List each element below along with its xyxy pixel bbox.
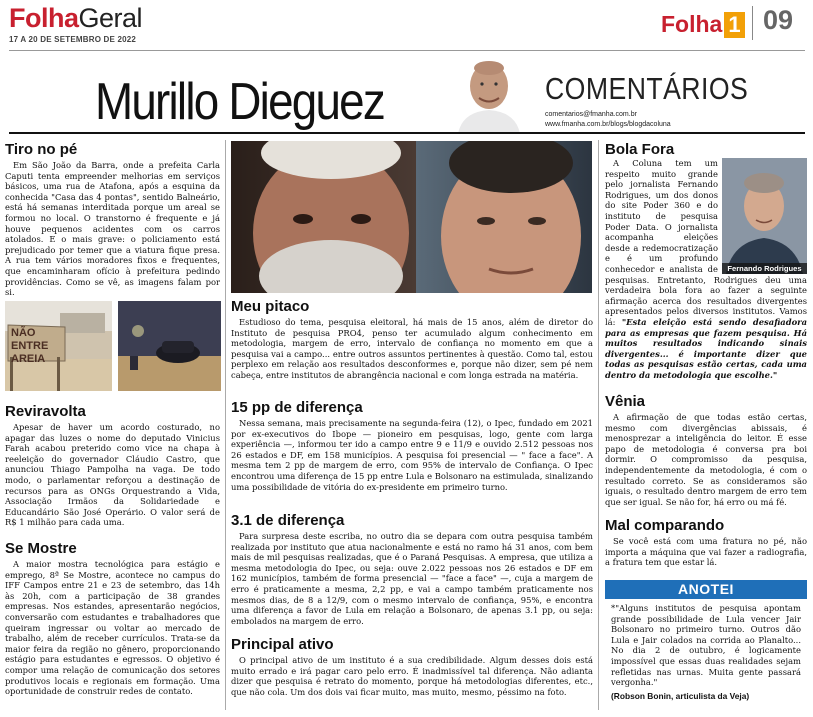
article-body: [5, 422, 220, 528]
article-reviravolta: [5, 403, 220, 528]
article-bola-fora: [605, 141, 807, 380]
body-text: Nessa semana, mais precisamente na segunda-feira (12), o Ipec, fundado em 2021 por ex-executivos do Ibope — pioneiro em pesquisas, logo, gente com larga experiência —, informou ter ido a campo entre 9 e 11/9 e ouvido 2.512 pessoas nos 26 estados e DF, em 158 municípios. A pesquisa foi presencial — " face a face". A mesma tem 2 pp de margem de erro, com 95% de intervalo de Confiança. O Ipec encontrou uma diferença de 15 pp entre Lula e Bolsonaro na estimulada, sinalizando uma possibilidade de vitória do ex-presidente em primeiro turno.: [231, 418, 593, 492]
logo-number: 1: [724, 12, 744, 38]
edition-date: 17 A 20 DE SETEMBRO DE 2022: [9, 35, 137, 44]
article-principal-ativo: [231, 636, 593, 697]
headline: Mal comparando: [605, 517, 725, 534]
article-tiro-no-pe: [5, 141, 220, 298]
body-text: Apesar de haver um acordo costurado, no apagar das luzes o nome do deputado Vinicius Farah acabou preterido como vice na chapa à reeleição do governador Cláudio Castro, que anunciou Thiago Pampolha na vaga. De todo modo, o parlamentar reforçou a destinação de recursos para as ONGs Orquestrando a Vida, Associação Irmãos da Solidariedade e Educandário São José Operário. O valor será de R$ 1 milhão para cada uma.: [5, 422, 220, 528]
candidates-photo: [231, 141, 592, 293]
column-email: comentarios@fmanha.com.br: [545, 111, 637, 118]
body-text: Em São João da Barra, onde a prefeita Carla Caputi tenta empreender melhorias em serviços básicos, uma rua de Atafona, após a esquina da conhecida "Casa das 4 pontas", sentido Balneário, está há semanas interditada porque um areal se formou no local. O transtorno é frequente e já houve pequenos acidentes com os carros atolados. E o mais grave: o policiamento está prejudicado por temer que a viatura fique presa. A rua tem vários moradores fixos e frequentes, que encaminharam ofício à prefeitura pedindo providências. Como se vê, as imagens falam por si.: [5, 160, 220, 298]
column-divider-right: [598, 140, 599, 710]
sand-street-photo: [5, 301, 112, 391]
anotei-quote: *"Alguns institutos de pesquisa apontam grande possibilidade de Lula vencer Jair Bolsonaro no primeiro turno. Outros dão Lula e Jair colados na corrida ao Planalto... No dia 2 de outubro, é logicamente impossível que essas duas realidades sejam refletidas nas urnas. Muita gente passará vergonha.": [611, 603, 801, 688]
article-body: [231, 418, 593, 492]
body-text: Estudioso do tema, pesquisa eleitoral, há mais de 15 anos, além de diretor do Instituto de pesquisa PRO4, penso ter acumulado algum conhecimento em metodologia, margem de erro, intervalo de confiança no momento em que a pesquisa vai a campo... entre outros assuntos pertinentes à questão. Como tal, estou perplexo em relação aos resultados desconformes e, porque não dizer, sem pé nem cabeça, entre institutos de abrangência nacional e com longa estrada na matéria.: [231, 317, 593, 380]
article-body: [5, 160, 220, 298]
article-3-1-diferenca: [231, 512, 593, 626]
fernando-rodrigues-photo: [722, 158, 807, 274]
masthead-rule: [9, 50, 805, 51]
headline: 15 pp de diferença: [231, 399, 363, 416]
body-text: A afirmação de que todas estão certas, mesmo com divergências abissais, é menosprezar a inteligência do leitor. É esse papo de metodologia é conversa pra boi dormir. O compromisso da pesquisa, independentemente da metodologia, é com o resultado correto. Se as consideramos são iguais, o resultado dentro margem de erro tem que ser igual. Se não for, há erro ou má fé.: [605, 412, 807, 507]
article-body: [231, 655, 593, 697]
body-text: Se você está com uma fratura no pé, não importa a máquina que vai fazer a radiografia, a fratura tem que estar lá.: [605, 536, 807, 568]
column-author: Murillo Dieguez: [95, 73, 384, 131]
folha-logo: [661, 10, 745, 38]
quoted-text: "Esta eleição está sendo desafiadora para as empresas que fazem pesquisa. Há muitos resultados indicando sinais divergentes... é importante dizer que todas as pesquisas estão certas, cada uma dentro da metodologia que escolhe.": [605, 316, 807, 380]
masthead: [0, 0, 813, 50]
column-divider-left: [225, 140, 226, 710]
headline: Tiro no pé: [5, 141, 78, 158]
author-photo: [452, 52, 526, 134]
logo-text: Folha: [661, 11, 723, 37]
headline: Meu pitaco: [231, 298, 310, 315]
article-body: [231, 317, 593, 381]
column-blog: www.fmanha.com.br/blogs/blogdacoluna: [545, 121, 671, 128]
headline: Bola Fora: [605, 141, 675, 158]
anotei-header: ANOTEI: [605, 580, 807, 599]
column-title: COMENTÁRIOS: [545, 71, 749, 106]
section-geral: Geral: [78, 3, 143, 33]
section-title: [9, 3, 142, 33]
headline: 3.1 de diferença: [231, 512, 345, 529]
anotei-signature: (Robson Bonin, articulista da Veja): [611, 690, 750, 701]
sign-text: NÃO ENTRE AREIA: [11, 327, 49, 365]
anotei-box: [605, 580, 807, 701]
headline: Se Mostre: [5, 540, 77, 557]
photo-caption: Fernando Rodrigues: [722, 263, 807, 274]
article-15pp: [231, 399, 593, 492]
body-text: Para surpresa deste escriba, no outro dia se depara com outra pesquisa também realizada por instituto que atua nacionalmente e está no ramo há 31 anos, com bem mais de mil pesquisas realizadas, que é o Paraná Pesquisas. A empresa, que utiliza a mesma metodologia do Ipec, ou seja: ouve 2.022 pessoas nos 26 estados e DF em 162 municípios, também de forma presencial — "face a face" —, cuja a margem de erro é praticamente a mesma, 2,2 pp, e vai a campo também praticamente nos mesmos dias, de 8 a 12/9, com o mesmo intervalo de confiança, 95%, e encontra uma diferença a favor de Lula em relação a Bolsonaro, de apenas 3.1 pp, ou seja: embolados na margem de erro.: [231, 531, 593, 626]
page-number: 09: [763, 5, 794, 35]
article-se-mostre: [5, 540, 220, 697]
article-body: [5, 559, 220, 697]
body-text: A maior mostra tecnológica para estágio e emprego, 8ª Se Mostre, acontece no campus do IFF Campos entre 21 e 23 de setembro, das 14h às 20h, com a participação de 38 grandes empresas. Nos estandes, apresentarão negócios, conversarão com estudantes e trabalhadores que queiram ingressar ou voltar ao mercado de trabalho, além de receber currículos. Trata-se da maior feira da região no gênero, proporcionando estágio para estudantes e egressos. O objetivo é compor uma relação de comunicação dos setores produtivos locais e regionais em formação. Uma oportunidade de construir redes de contato.: [5, 559, 220, 697]
article-body: [231, 531, 593, 626]
body-text: O principal ativo de um instituto é a sua credibilidade. Algum desses dois está muito errado e irá pagar caro pelo erro. É inadmissível tal diferença. Não adianta dizer que pesquisa é retrato do momento, porque há metodologias diferentes, etc., que não cola. Um dos dois vai ficar muito, mas muito, mesmo, péssimo na foto.: [231, 655, 593, 697]
headline: Reviravolta: [5, 403, 86, 420]
article-meu-pitaco: [231, 298, 593, 381]
header-rule: [9, 132, 805, 134]
article-body: [605, 412, 807, 507]
article-venia: [605, 393, 807, 507]
section-folha: Folha: [9, 3, 79, 33]
headline: Principal ativo: [231, 636, 334, 653]
article-body: [605, 536, 807, 568]
masthead-divider: [752, 6, 753, 40]
headline: Vênia: [605, 393, 646, 410]
car-stuck-photo: [118, 301, 221, 391]
body-text: A Coluna tem um respeito muito grande pelo jornalista Fernando Rodrigues, um dos donos do site Poder 360 e do instituto de pesquisa Poder Data. O jornalista acompanha eleições desde a redemocratização e é um profundo conhecedor e analista de pesquisas. Entretanto, Rodrigues deu uma verdadeira bola fora ao fazer a seguinte afirmação acerca dos resultados divergentes apresentados pelos diversos institutos. Vamos lá:: [605, 158, 807, 327]
article-mal-comparando: [605, 517, 807, 568]
